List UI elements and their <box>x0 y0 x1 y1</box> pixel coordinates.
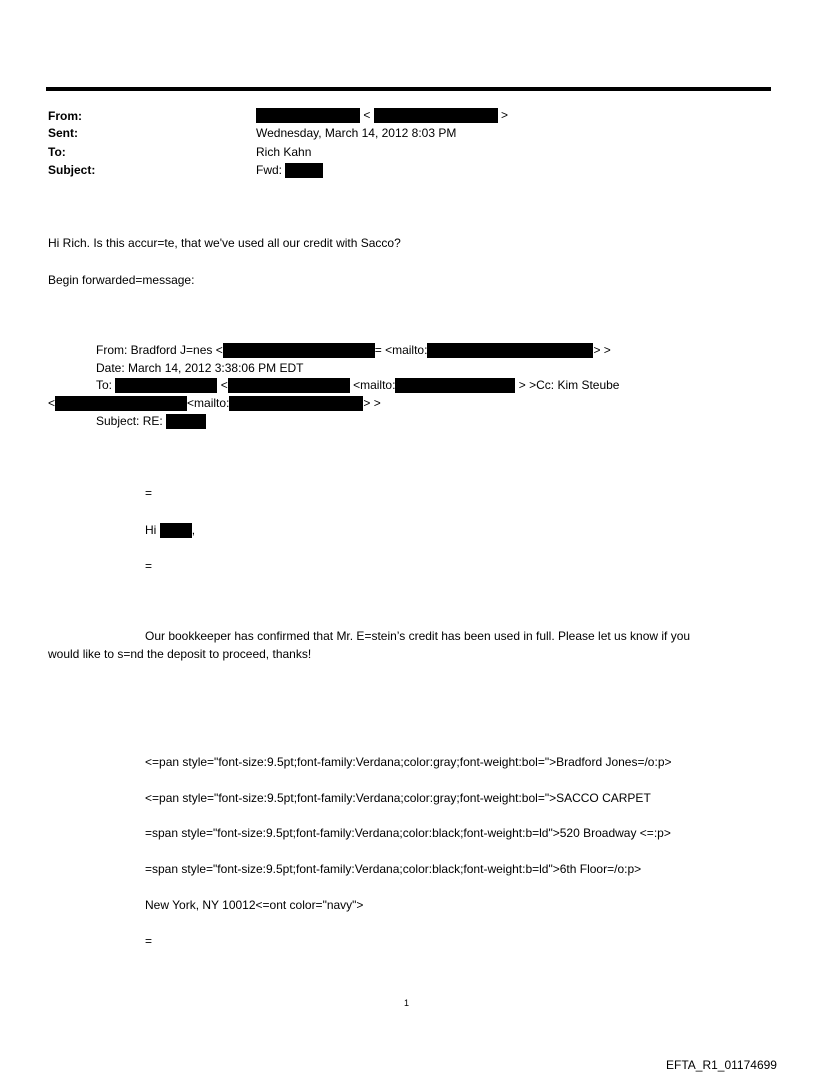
redaction-block <box>374 108 498 123</box>
fwd-cc-mailto: <mailto: <box>187 396 230 410</box>
from-value <box>256 108 508 123</box>
sent-value: Wednesday, March 14, 2012 8:03 PM <box>256 126 457 140</box>
fwd-from-mid: = <mailto: <box>374 343 428 357</box>
body-line-1: Hi Rich. Is this accur=te, that we've used all our credit with Sacco? <box>48 236 401 250</box>
redaction-block <box>223 343 375 358</box>
to-label: To: <box>48 145 66 159</box>
to-value: Rich Kahn <box>256 145 312 159</box>
page-number: 1 <box>404 998 410 1008</box>
redaction-block <box>160 523 192 538</box>
greeting-comma: , <box>191 523 196 537</box>
signature-line-5: New York, NY 10012<=ont color="navy"> <box>145 898 364 912</box>
fwd-cc-lt: < <box>48 396 56 410</box>
signature-line-1: <=pan style="font-size:9.5pt;font-family:Verdana;color:gray;font-weight:bol=">Bradford Jones=/o:p> <box>145 755 672 769</box>
redaction-block <box>256 108 360 123</box>
fwd-subject-line <box>96 414 206 429</box>
signature-line-2: <=pan style="font-size:9.5pt;font-family:Verdana;color:gray;font-weight:bol=">SACCO CARPET <box>145 791 651 805</box>
sent-label: Sent: <box>48 126 78 140</box>
fwd-from-line <box>96 343 611 358</box>
fwd-from-end: > > <box>593 343 611 357</box>
signature-line-6: = <box>145 934 153 948</box>
header-rule <box>46 87 771 91</box>
redaction-block <box>427 343 593 358</box>
from-lt: < <box>363 108 371 122</box>
redaction-block <box>115 378 217 393</box>
document-id: EFTA_R1_01174699 <box>666 1058 777 1072</box>
fwd-to-prefix: To: <box>96 378 113 392</box>
message-eq-1: = <box>145 486 153 500</box>
fwd-to-cc: > >Cc: Kim Steube <box>518 378 620 392</box>
fwd-cc-line <box>48 396 381 411</box>
fwd-to-mailto: <mailto: <box>353 378 396 392</box>
redaction-block <box>285 163 323 178</box>
fwd-to-lt: < <box>220 378 228 392</box>
redaction-block <box>229 396 363 411</box>
subject-label: Subject: <box>48 163 96 177</box>
redaction-block <box>55 396 187 411</box>
subject-value <box>256 163 323 178</box>
message-eq-2: = <box>145 559 153 573</box>
fwd-date-line: Date: March 14, 2012 3:38:06 PM EDT <box>96 361 304 375</box>
redaction-block <box>228 378 350 393</box>
fwd-to-line <box>96 378 619 393</box>
signature-line-3: =span style="font-size:9.5pt;font-family:Verdana;color:black;font-weight:b=ld">520 Broadway <=:p> <box>145 826 671 840</box>
fwd-from-prefix: From: Bradford J=nes < <box>96 343 223 357</box>
fwd-subject-prefix: Subject: RE: <box>96 414 163 428</box>
from-gt: > <box>501 108 509 122</box>
fwd-cc-end: > > <box>363 396 381 410</box>
redaction-block <box>395 378 515 393</box>
subject-prefix: Fwd: <box>256 163 283 177</box>
message-greeting <box>145 523 195 538</box>
message-paragraph-line-2: would like to s=nd the deposit to proceed, thanks! <box>48 647 312 661</box>
message-paragraph-line-1: Our bookkeeper has confirmed that Mr. E=stein’s credit has been used in full. Please let us know if you <box>145 629 691 643</box>
from-label: From: <box>48 109 82 123</box>
greeting-hi: Hi <box>145 523 157 537</box>
signature-line-4: =span style="font-size:9.5pt;font-family:Verdana;color:black;font-weight:b=ld">6th Floor=/o:p> <box>145 862 642 876</box>
redaction-block <box>166 414 206 429</box>
body-line-2: Begin forwarded=message: <box>48 273 195 287</box>
